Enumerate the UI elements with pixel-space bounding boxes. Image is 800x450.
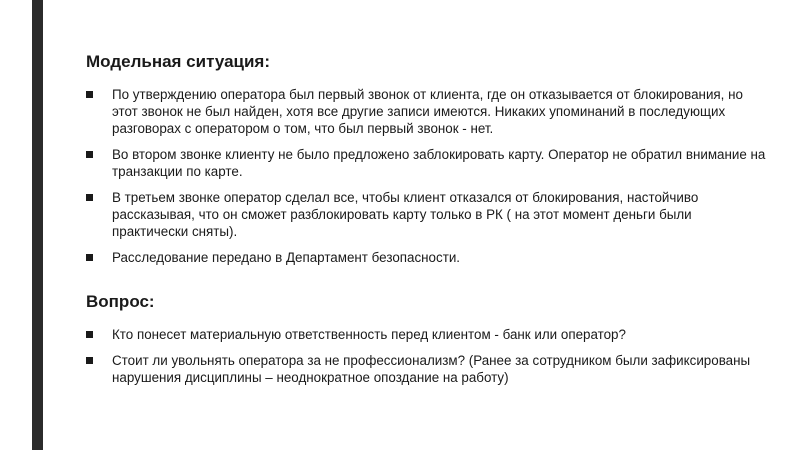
situation-heading: Модельная ситуация: bbox=[86, 52, 271, 71]
list-item-text: По утверждению оператора был первый звонок от клиента, где он отказывается от блокирования, но этот звонок не был найден, хотя все другие записи имеются. Никаких упоминаний в последующих разговорах с оператором о том, что был первый звонок - нет. bbox=[112, 87, 743, 136]
situation-list bbox=[86, 86, 766, 266]
list-item bbox=[86, 352, 766, 386]
list-item-text: Стоит ли увольнять оператора за не профессионализм? (Ранее за сотрудником были зафиксированы нарушения дисциплины – неоднократное опоздание на работу) bbox=[112, 353, 751, 385]
list-item bbox=[86, 146, 766, 180]
list-item bbox=[86, 249, 766, 266]
list-item-text: Во втором звонке клиенту не было предложено заблокировать карту. Оператор не обратил внимание на транзакции по карте. bbox=[112, 147, 766, 179]
question-heading: Вопрос: bbox=[86, 292, 155, 311]
square-bullet-icon bbox=[86, 357, 93, 364]
square-bullet-icon bbox=[86, 194, 93, 201]
slide-accent-bar bbox=[32, 0, 43, 450]
question-list bbox=[86, 326, 766, 386]
list-item-text: Расследование передано в Департамент безопасности. bbox=[112, 250, 461, 265]
list-item bbox=[86, 189, 766, 240]
slide-content bbox=[86, 52, 766, 395]
square-bullet-icon bbox=[86, 254, 93, 261]
square-bullet-icon bbox=[86, 331, 93, 338]
square-bullet-icon bbox=[86, 91, 93, 98]
square-bullet-icon bbox=[86, 151, 93, 158]
list-item bbox=[86, 86, 766, 137]
list-item bbox=[86, 326, 766, 343]
list-item-text: Кто понесет материальную ответственность перед клиентом - банк или оператор? bbox=[112, 327, 626, 342]
list-item-text: В третьем звонке оператор сделал все, чтобы клиент отказался от блокирования, настойчиво рассказывая, что он сможет разблокировать карту только в РК ( на этот момент деньги были практически сняты). bbox=[112, 190, 699, 239]
